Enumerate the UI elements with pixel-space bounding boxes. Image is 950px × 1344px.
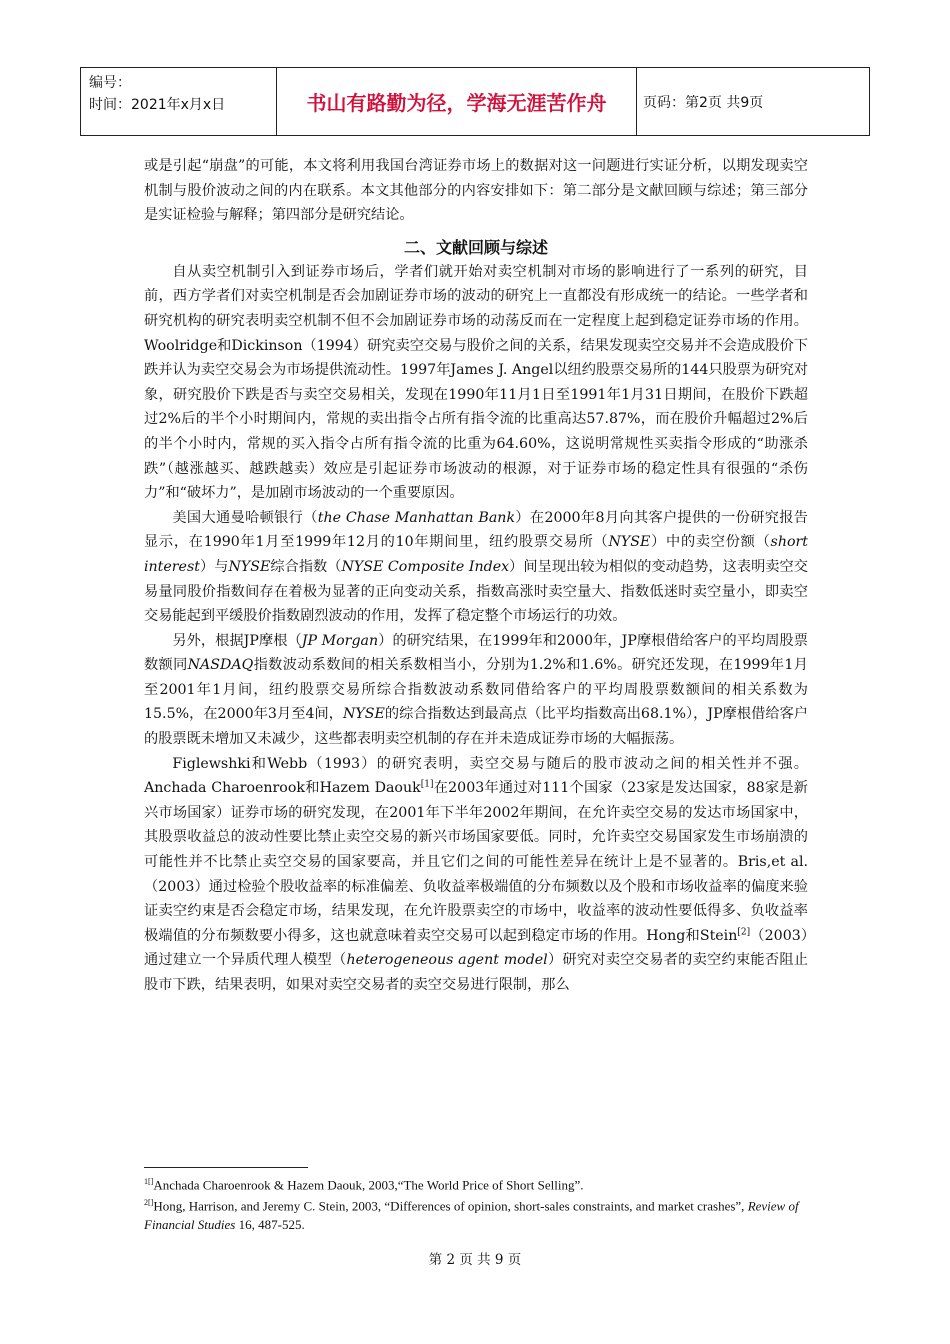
p4-italic-model: heterogeneous agent model <box>346 952 548 969</box>
p2-text: 美国大通曼哈顿银行（ <box>172 509 318 526</box>
p2-italic-nyse: NYSE <box>608 534 651 551</box>
footnote-divider <box>144 1167 308 1168</box>
header-page-info: 页码：第2页 共9页 <box>643 94 764 111</box>
paragraph-1: 自从卖空机制引入到证券市场后，学者们就开始对卖空机制对市场的影响进行了一系列的研究，目前，西方学者们对卖空机制是否会加剧证券市场的波动的研究上一直都没有形成统一的结论。一些学者和研究机构的研究表明卖空机制不但不会加剧证券市场的动荡反而在一定程度上起到稳定证券市场的作用。Woolridge和Dickinson（1994）研究卖空交易与股价之间的关系，结果发现卖空交易并不会造成股价下跌并认为卖空交易会为市场提供流动性。1997年James J. Angel以纽约股票交易所的144只股票为研究对象，研究股价下跌是否与卖空交易相关，发现在1990年11月1日至1991年1月31日期间，在股价下跌超过2%后的半个小时期间内，常规的卖出指令占所有指令流的比重高达57.87%，而在股价升幅超过2%后的半个小时内，常规的买入指令占所有指令流的比重为64.60%，这说明常规性买卖指令形成的“助涨杀跌”（越涨越买、越跌越卖）效应是引起证券市场波动的根源，对于证券市场的稳定性具有很强的“杀伤力”和“破坏力”，是加剧市场波动的一个重要原因。 <box>144 263 808 502</box>
footnote-2-text: Hong, Harrison, and Jeremy C. Stein, 2003, “Differences of opinion, short-sales constraints, and market crashes”, <box>153 1198 748 1214</box>
p3-text: 另外，根据JP摩根（ <box>172 632 302 649</box>
p3-italic-nyse: NYSE <box>342 706 385 723</box>
p3-text: ）的研究结果，在1999年和2000年，JP摩根借给客户的平均周股票数额同 <box>144 632 808 674</box>
p3-text: 指数波动系数间的相关系数相当小，分别为1.2%和1.6%。研究还发现，在1999年1月至2001年1月间，纽约股票交易所综合指数波动系数同借给客户的平均周股票数额间的相关系数为15.5%，在2000年3月至4间， <box>144 657 808 723</box>
paragraph-intro: 或是引起“崩盘”的可能，本文将利用我国台湾证券市场上的数据对这一问题进行实证分析，以期发现卖空机制与股价波动之间的内在联系。本文其他部分的内容安排如下：第二部分是文献回顾与综述；第三部分是实证检验与解释；第四部分是研究结论。 <box>144 158 808 224</box>
p4-text: 在2003年通过对111个国家（23家是发达国家，88家是新兴市场国家）证券市场的研究发现，在2001年下半年2002年期间，在允许卖空交易的发达市场国家中，其股票收益总的波动性要比禁止卖空交易的新兴市场国家要低。同时，允许卖空交易国家发生市场崩溃的可能性并不比禁止卖空交易的国家要高，并且它们之间的可能性差异在统计上是不显著的。Bris,et al.（2003）通过检验个股收益率的标准偏差、负收益率极端值的分布频数以及个股和市场收益率的偏度来验证卖空约束是否会稳定市场，结果发现，在允许股票卖空的市场中，收益率的波动性要低得多、负收益率极端值的分布频数要小得多，这也就意味着卖空交易可以起到稳定市场的作用。Hong和Stein <box>144 780 808 944</box>
header-time-label: 时间：2021年x月x日 <box>89 97 226 113</box>
footnote-2-journal: Review of Financial Studies <box>144 1198 799 1232</box>
p4-text: ）研究对卖空交易者的卖空约束能否阻止股市下跌，结果表明，如果对卖空交易者的卖空交易进行限制，那么 <box>144 952 808 993</box>
p2-italic-bank: the Chase Manhattan Bank <box>317 509 516 526</box>
paragraph-4 <box>144 752 808 998</box>
page-number-footer: 第 2 页 共 9 页 <box>428 1252 522 1268</box>
paragraph-2 <box>144 506 808 629</box>
paragraph-3 <box>144 629 808 752</box>
footnote-1-mark: 1[] <box>144 1177 154 1186</box>
p2-text: ）中的卖空份额（ <box>650 534 771 551</box>
footnote-ref-1: [1] <box>420 779 434 790</box>
header-meta <box>81 68 277 135</box>
p3-italic-nasdaq: NASDAQ <box>187 657 254 674</box>
footnote-1-text: Anchada Charoenrook & Hazem Daouk, 2003,“The World Price of Short Selling”. <box>153 1177 584 1193</box>
document-header <box>80 67 870 136</box>
header-motto: 书山有路勤为径，学海无涯苦作舟 <box>277 68 637 135</box>
header-code-label: 编号： <box>89 75 131 91</box>
footnote-ref-2: [2] <box>737 927 751 938</box>
p2-text: ）在2000年8月向其客户提供的一份研究报告显示，在1990年1月至1999年12月的10年期间里，纽约股票交易所（ <box>144 509 808 551</box>
p2-text: 综合指数（ <box>270 558 342 575</box>
p4-text: （2003）通过建立一个异质代理人模型（ <box>144 927 808 969</box>
footnote-2-mark: 2[] <box>144 1198 154 1208</box>
footnote-2 <box>144 1194 808 1233</box>
footnote-2-text: 16, 487-525. <box>235 1216 305 1232</box>
document-body <box>144 154 808 998</box>
p2-text: ）间呈现出较为相似的变动趋势，这表明卖空交易量同股价指数间存在着极为显著的正向变动关系，指数高涨时卖空量大、指数低迷时卖空量小，即卖空交易能起到平缓股价指数剧烈波动的作用，发挥了稳定整个市场运行的功效。 <box>144 558 808 625</box>
p4-text: Figlewshki和Webb（1993）的研究表明，卖空交易与随后的股市波动之间的相关性并不强。Anchada Charoenrook和Hazem Daouk <box>144 755 808 797</box>
p2-text: ）与 <box>199 558 229 575</box>
p3-italic-jpmorgan: JP Morgan <box>301 632 379 649</box>
footnote-1 <box>144 1173 808 1194</box>
p2-italic-nyse: NYSE <box>228 558 271 575</box>
footnotes <box>144 1173 808 1234</box>
p3-text: 的综合指数达到最高点（比平均指数高出68.1%），JP摩根借给客户的股票既未增加又未减少，这些都表明卖空机制的存在并未造成证券市场的大幅振荡。 <box>144 706 808 748</box>
p2-italic-composite: NYSE Composite Index <box>341 558 510 575</box>
p2-italic-short-interest: short interest <box>144 534 808 575</box>
section-title: 二、文献回顾与综述 <box>403 237 548 257</box>
